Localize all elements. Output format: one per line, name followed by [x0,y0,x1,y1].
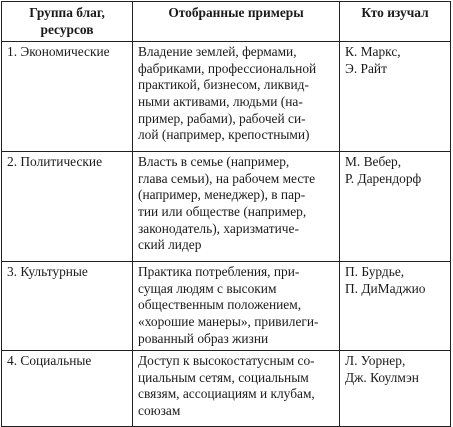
header-group [2,2,133,42]
example-line: Владение землей, фермами, [138,44,297,60]
table-row [2,351,451,427]
example-line: сущая людям с высоким [138,280,277,296]
cell-examples [133,351,340,427]
cell-examples [133,152,340,262]
example-line: законодатель), харизматиче- [138,220,299,236]
example-line: ский лидер [138,237,202,253]
cell-examples [133,42,340,152]
example-line: связям, ассоциациям и клубам, [138,386,315,402]
example-line: «хорошие манеры», привилеги- [138,313,319,329]
cell-group [2,351,133,427]
cell-group [2,42,133,152]
cell-scholars [340,262,451,351]
example-line: глава семьи), на рабочем месте [138,170,316,186]
example-line: пример, рабами), рабочей си- [138,110,306,126]
group-label: 1. Экономические [7,44,110,60]
example-line: циальным сетям, социальным [138,369,309,385]
example-line: фабриками, профессиональной [138,60,317,76]
scholar-line: П. Бурдье, [345,264,405,280]
cell-scholars [340,351,451,427]
scholar-line: К. Маркс, [345,44,401,60]
table-row [2,152,451,262]
table-header-row [2,2,451,42]
example-line: Практика потребления, при- [138,264,300,280]
example-line: практикой, бизнесом, ликвид- [138,77,309,93]
scholar-line: Э. Райт [345,60,387,76]
scholar-line: М. Вебер, [345,154,402,170]
header-group-line: Группа благ, [29,5,105,20]
example-line: ными активами, людьми (на- [138,93,303,109]
example-line: лой (например, крепостными) [138,127,310,143]
header-examples [133,2,340,42]
scholar-line: П. ДиМаджио [345,280,426,296]
example-line: рованный образ жизни [138,330,269,346]
cell-scholars [340,152,451,262]
cell-scholars [340,42,451,152]
resources-table [1,1,451,427]
header-group-line: ресурсов [40,21,94,37]
cell-examples [133,262,340,351]
example-line: Власть в семье (например, [138,154,290,170]
scholar-line: Л. Уорнер, [345,353,406,369]
header-scholars [340,2,451,42]
cell-group [2,152,133,262]
cell-group [2,262,133,351]
example-line: Доступ к высокостатусным со- [138,353,315,369]
scholar-line: Дж. Коулмэн [345,369,419,385]
header-scholars-line: Кто изучал [361,5,429,20]
table-row [2,42,451,152]
example-line: общественным положением, [138,297,302,313]
group-label: 4. Социальные [7,353,92,369]
group-label: 3. Культурные [7,264,88,280]
example-line: союзам [138,402,181,418]
scholar-line: Р. Дарендорф [345,170,422,186]
group-label: 2. Политические [7,154,103,170]
table-row [2,262,451,351]
header-examples-line: Отобранные примеры [168,5,304,20]
example-line: (например, менеджер), в пар- [138,187,306,203]
example-line: тии или обществе (например, [138,203,307,219]
